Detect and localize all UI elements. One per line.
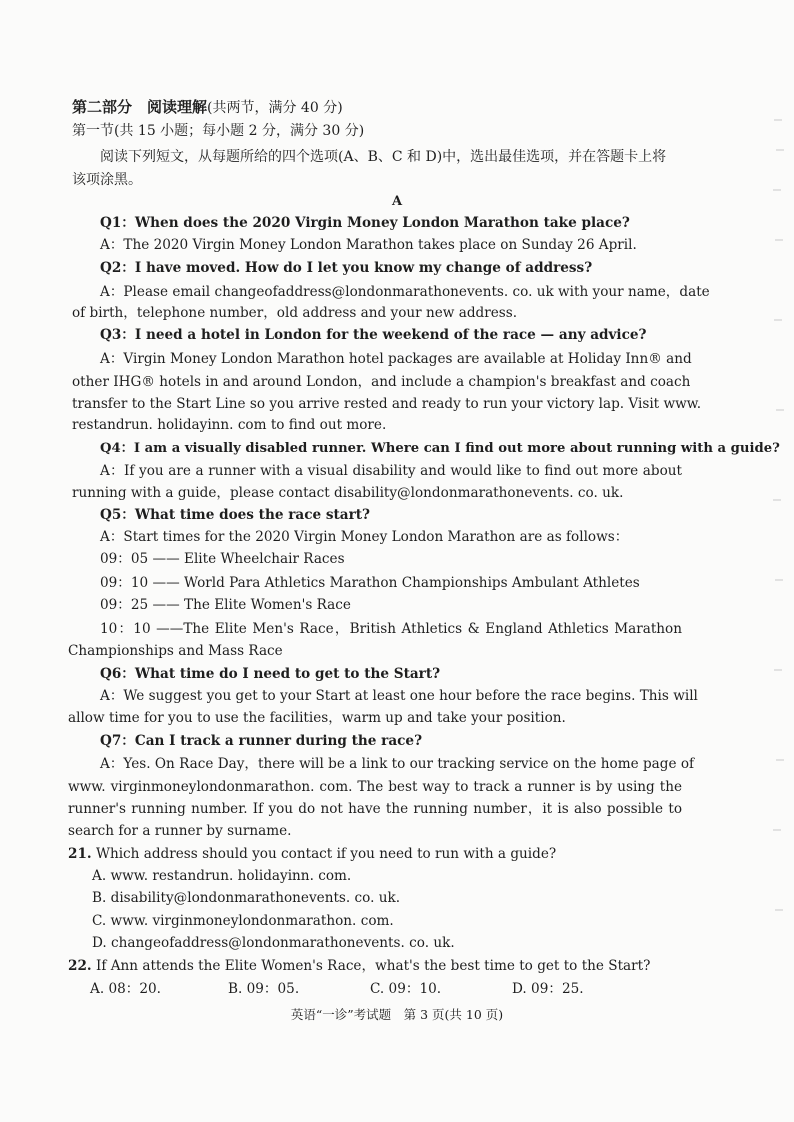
faq-question-7: Q7：Can I track a runner during the race? xyxy=(100,733,423,749)
faq-question-1: Q1：When does the 2020 Virgin Money London Marathon take place? xyxy=(100,215,630,231)
faq-answer-3-line-1: A：Virgin Money London Marathon hotel packages are available at Holiday Inn® and xyxy=(100,351,692,367)
faq-question-5: Q5：What time does the race start? xyxy=(100,507,370,523)
schedule-item: 09：10 —— World Para Athletics Marathon Championships Ambulant Athletes xyxy=(100,575,640,591)
scan-noise-graphic xyxy=(772,110,786,1010)
answer-option: C. 09：10. xyxy=(370,981,442,997)
answer-option: A. 08：20. xyxy=(90,981,161,997)
faq-question-3: Q3：I need a hotel in London for the weekend of the race — any advice? xyxy=(100,327,647,343)
part-title: 第二部分 阅读理解 xyxy=(72,98,208,116)
answer-option: A. www. restandrun. holidayinn. com. xyxy=(92,868,352,884)
faq-answer-7-line-3: runner's running number. If you do not have the running number，it is also possible to xyxy=(68,801,682,817)
question-number: 21. xyxy=(68,846,92,862)
faq-answer-4-line-1: A：If you are a runner with a visual disability and would like to find out more about xyxy=(100,463,682,479)
answer-option: C. www. virginmoneylondonmarathon. com. xyxy=(92,913,394,929)
question-number: 22. xyxy=(68,958,92,974)
passage-label: A xyxy=(391,194,403,209)
faq-question-4: Q4：I am a visually disabled runner. Where can I find out more about running with a guide? xyxy=(100,441,780,456)
faq-answer-7-line-1: A：Yes. On Race Day，there will be a link to our tracking service on the home page of xyxy=(100,756,695,772)
schedule-item: 09：05 —— Elite Wheelchair Races xyxy=(100,551,345,567)
faq-answer-4-line-2: running with a guide，please contact disability@londonmarathonevents. co. uk. xyxy=(72,485,624,501)
faq-answer-3-line-4: restandrun. holidayinn. com to find out more. xyxy=(72,417,387,433)
faq-question-6: Q6：What time do I need to get to the Start? xyxy=(100,666,441,682)
part-heading xyxy=(72,98,343,117)
answer-option: D. changeofaddress@londonmarathonevents. co. uk. xyxy=(92,935,455,951)
page-footer: 英语“一诊”考试题 第 3 页(共 10 页) xyxy=(290,1007,504,1022)
faq-answer-7-line-2: www. virginmoneylondonmarathon. com. The best way to track a runner is by using the xyxy=(68,779,682,795)
faq-answer-1: A：The 2020 Virgin Money London Marathon takes place on Sunday 26 April. xyxy=(100,237,637,253)
schedule-item: 10：10 ——The Elite Men's Race，British Athletics & England Athletics Marathon xyxy=(100,621,682,637)
faq-answer-2-line-2: of birth，telephone number，old address and your new address. xyxy=(72,305,518,321)
section-heading: 第一节(共 15 小题；每小题 2 分，满分 30 分) xyxy=(72,123,365,139)
schedule-item-continued: Championships and Mass Race xyxy=(68,643,283,659)
faq-answer-7-line-4: search for a runner by surname. xyxy=(68,823,292,839)
question-21 xyxy=(68,845,556,863)
faq-answer-3-line-2: other IHG® hotels in and around London，and include a champion's breakfast and coach xyxy=(72,374,691,390)
part-subtitle: (共两节，满分 40 分) xyxy=(207,100,343,116)
faq-question-2: Q2：I have moved. How do I let you know my change of address? xyxy=(100,260,593,276)
question-stem: Which address should you contact if you need to run with a guide? xyxy=(95,846,557,862)
answer-option: B. disability@londonmarathonevents. co. uk. xyxy=(92,890,401,906)
schedule-item: 09：25 —— The Elite Women's Race xyxy=(100,597,351,613)
instructions-line-2: 该项涂黑。 xyxy=(72,172,142,188)
instructions-line-1: 阅读下列短文，从每题所给的四个选项(A、B、C 和 D)中，选出最佳选项，并在答题卡上将 xyxy=(100,149,667,165)
question-22 xyxy=(68,957,650,975)
faq-answer-6-line-1: A：We suggest you get to your Start at least one hour before the race begins. This will xyxy=(100,688,698,704)
scan-bleed-marks xyxy=(772,110,786,1010)
faq-answer-6-line-2: allow time for you to use the facilities，warm up and take your position. xyxy=(68,710,566,726)
faq-answer-3-line-3: transfer to the Start Line so you arrive rested and ready to run your victory lap. Visit www. xyxy=(72,396,702,412)
faq-answer-5-intro: A：Start times for the 2020 Virgin Money London Marathon are as follows： xyxy=(100,529,629,545)
answer-option: B. 09：05. xyxy=(228,981,300,997)
answer-option: D. 09：25. xyxy=(512,981,584,997)
question-stem: If Ann attends the Elite Women's Race，what's the best time to get to the Start? xyxy=(95,958,651,974)
faq-answer-2-line-1: A：Please email changeofaddress@londonmarathonevents. co. uk with your name，date xyxy=(100,284,710,300)
